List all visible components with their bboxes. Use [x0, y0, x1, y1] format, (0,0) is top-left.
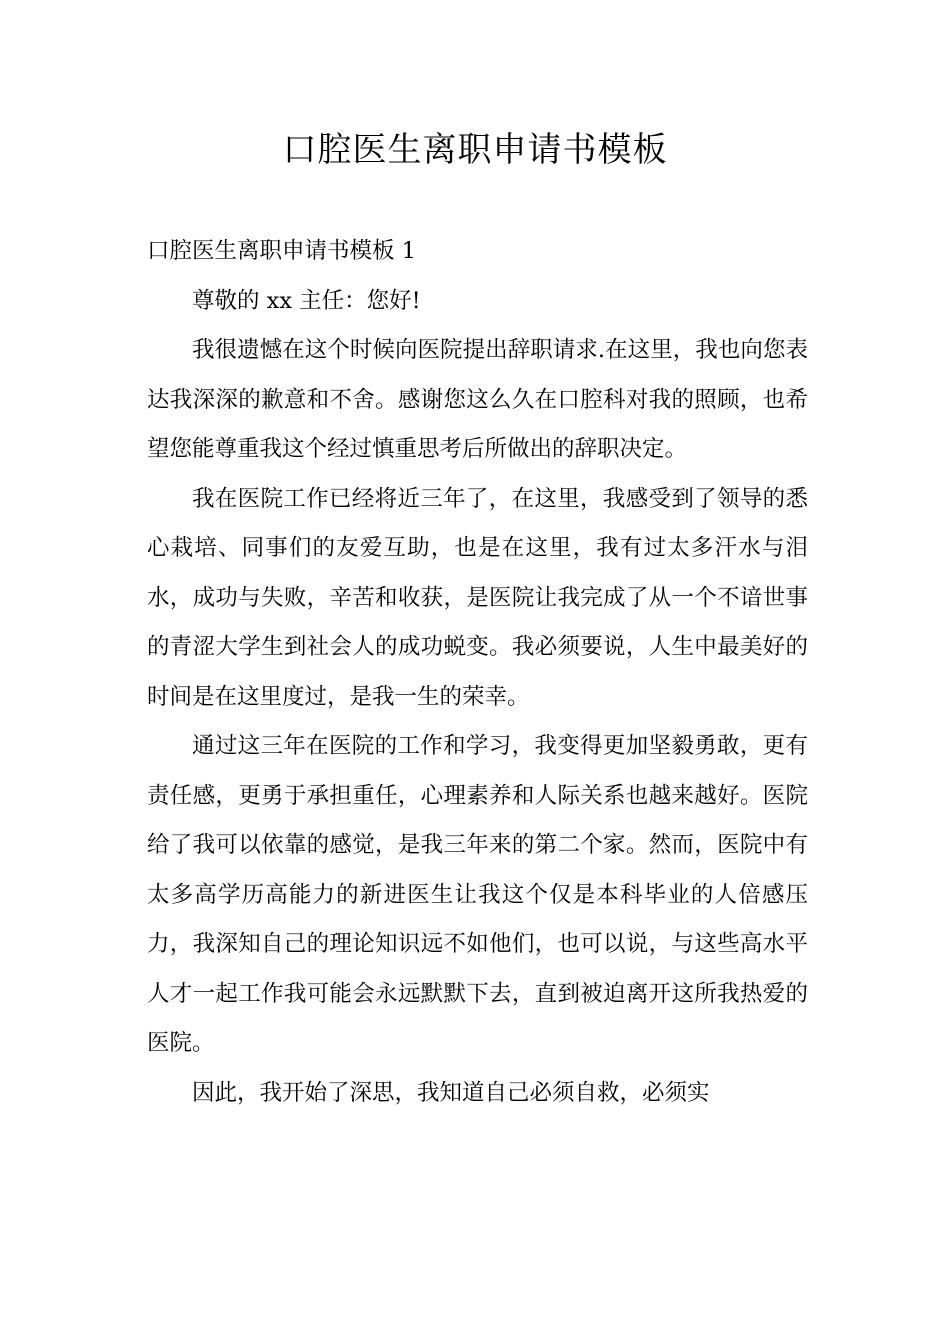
paragraph-2: 我在医院工作已经将近三年了，在这里，我感受到了领导的悉心栽培、同事们的友爱互助，也是在这里，我有过太多汗水与泪水，成功与失败，辛苦和收获，是医院让我完成了从一个不谙世事的青涩大学生到社会人的成功蜕变。我必须要说，人生中最美好的时间是在这里度过，是我一生的荣幸。 — [147, 485, 808, 710]
document-title: 口腔医生离职申请书模板 — [282, 130, 668, 170]
paragraph-3: 通过这三年在医院的工作和学习，我变得更加坚毅勇敢，更有责任感，更勇于承担重任，心理素养和人际关系也越来越好。医院给了我可以依靠的感觉，是我三年来的第二个家。然而，医院中有太多高学历高能力的新进医生让我这个仅是本科毕业的人倍感压力，我深知自己的理论知识远不如他们，也可以说，与这些高水平人才一起工作我可能会永远默默下去，直到被迫离开这所我热爱的医院。 — [147, 733, 808, 1056]
document-body — [147, 227, 808, 1118]
paragraph-1: 我很遗憾在这个时候向医院提出辞职请求.在这里，我也向您表达我深深的歉意和不舍。感谢您这么久在口腔科对我的照顾，也希望您能尊重我这个经过慎重思考后所做出的辞职决定。 — [147, 337, 808, 462]
greeting-line: 尊敬的 xx 主任：您好! — [192, 287, 421, 314]
paragraph-4: 因此，我开始了深思，我知道自己必须自救，必须实 — [192, 1079, 710, 1106]
section-heading: 口腔医生离职申请书模板 1 — [147, 238, 416, 264]
